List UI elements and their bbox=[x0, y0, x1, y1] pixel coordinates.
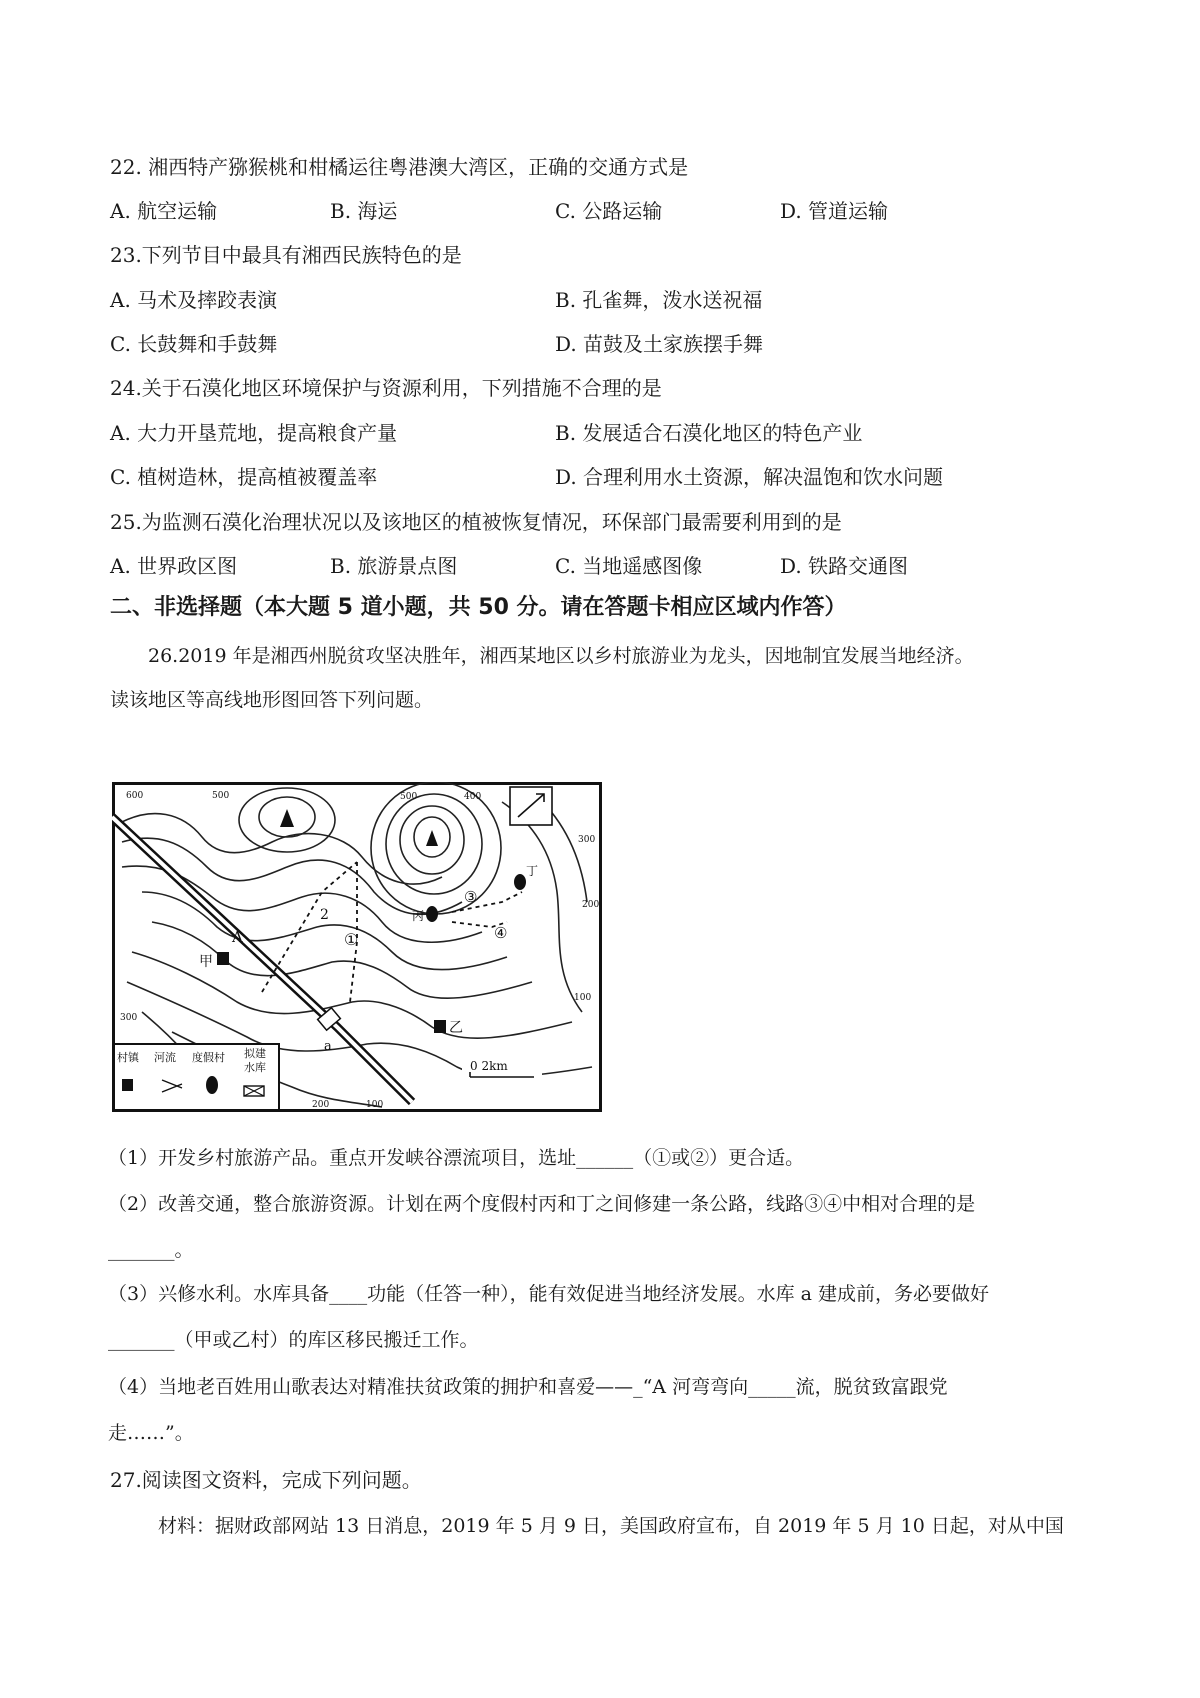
contour-label: 600 bbox=[126, 791, 144, 801]
route-marker-3: ③ bbox=[464, 888, 478, 906]
river-label-a: A bbox=[232, 928, 243, 946]
q25-stem: 25.为监测石漠化治理状况以及该地区的植被恢复情况，环保部门最需要利用到的是 bbox=[110, 510, 842, 534]
legend-river-label: 河流 bbox=[154, 1051, 176, 1064]
q22-stem: 22. 湘西特产猕猴桃和柑橘运往粤港澳大湾区，正确的交通方式是 bbox=[110, 155, 689, 179]
q26-intro-cont: 读该地区等高线地形图回答下列问题。 bbox=[110, 689, 434, 711]
q22-option-d: D. 管道运输 bbox=[780, 199, 889, 223]
q22-option-c: C. 公路运输 bbox=[555, 199, 663, 223]
q27-stem: 27.阅读图文资料，完成下列问题。 bbox=[110, 1468, 422, 1492]
legend-resort-label: 度假村 bbox=[192, 1051, 225, 1064]
q24-option-c: C. 植树造林，提高植被覆盖率 bbox=[110, 465, 378, 489]
contour-label: 300 bbox=[578, 835, 596, 845]
contour-label: 200 bbox=[582, 900, 600, 910]
q26-sub1: （1）开发乡村旅游产品。重点开发峡谷漂流项目，选址______（①或②）更合适。 bbox=[108, 1147, 805, 1169]
q25-option-a: A. 世界政区图 bbox=[110, 554, 238, 578]
q25-option-b: B. 旅游景点图 bbox=[330, 554, 458, 578]
q26-sub4-cont: 走……”。 bbox=[108, 1422, 194, 1444]
q27-material: 材料：据财政部网站 13 日消息，2019 年 5 月 9 日，美国政府宣布，自 2019 年 5 月 10 日起，对从中国 bbox=[158, 1515, 1064, 1537]
q24-option-a: A. 大力开垦荒地，提高粮食产量 bbox=[110, 421, 398, 445]
q26-sub3-cont: _______（甲或乙村）的库区移民搬迁工作。 bbox=[108, 1329, 479, 1351]
contour-label: 500 bbox=[212, 791, 230, 801]
contour-label: 300 bbox=[120, 1013, 138, 1023]
section-heading: 二、非选择题（本大题 5 道小题，共 50 分。请在答题卡相应区域内作答） bbox=[110, 595, 847, 620]
q25-option-d: D. 铁路交通图 bbox=[780, 554, 909, 578]
q26-intro: 26.2019 年是湘西州脱贫攻坚决胜年，湘西某地区以乡村旅游业为龙头，因地制宜发展当地经济。 bbox=[148, 645, 974, 667]
contour-map-figure bbox=[112, 782, 602, 1112]
contour-label: 100 bbox=[574, 993, 592, 1003]
q23-option-b: B. 孔雀舞，泼水送祝福 bbox=[555, 288, 763, 312]
q22-option-b: B. 海运 bbox=[330, 199, 398, 223]
q24-stem: 24.关于石漠化地区环境保护与资源利用，下列措施不合理的是 bbox=[110, 376, 662, 400]
scale-label: 0 2km bbox=[470, 1059, 508, 1073]
q22-option-a: A. 航空运输 bbox=[110, 199, 218, 223]
site-marker-2: 2 bbox=[320, 907, 329, 923]
q26-sub4: （4）当地老百姓用山歌表达对精准扶贫政策的拥护和喜爱——_“A 河弯弯向_____流，脱贫致富跟党 bbox=[108, 1376, 948, 1398]
resort-ding-label: 丁 bbox=[526, 864, 539, 878]
q26-sub2-blank: _______。 bbox=[108, 1239, 194, 1261]
q24-option-b: B. 发展适合石漠化地区的特色产业 bbox=[555, 421, 863, 445]
resort-bing-label: 丙 bbox=[412, 909, 425, 923]
village-yi-label: 乙 bbox=[449, 1020, 463, 1036]
q26-sub3: （3）兴修水利。水库具备____功能（任答一种），能有效促进当地经济发展。水库 a 建成前，务必要做好 bbox=[108, 1283, 989, 1305]
route-marker-4: ④ bbox=[494, 924, 508, 942]
contour-label: 500 bbox=[400, 792, 418, 802]
contour-label: 200 bbox=[312, 1100, 330, 1110]
village-jia-label: 甲 bbox=[199, 954, 213, 970]
legend-reservoir-label-2: 水库 bbox=[244, 1061, 266, 1074]
q26-sub2: （2）改善交通，整合旅游资源。计划在两个度假村丙和丁之间修建一条公路，线路③④中相对合理的是 bbox=[108, 1193, 976, 1215]
q23-option-a: A. 马术及摔跤表演 bbox=[110, 288, 278, 312]
q25-option-c: C. 当地遥感图像 bbox=[555, 554, 703, 578]
contour-label: 400 bbox=[464, 792, 482, 802]
legend-reservoir-label: 拟建 bbox=[244, 1047, 266, 1060]
contour-label: 100 bbox=[366, 1100, 384, 1110]
q23-option-d: D. 苗鼓及土家族摆手舞 bbox=[555, 332, 764, 356]
q23-stem: 23.下列节目中最具有湘西民族特色的是 bbox=[110, 243, 462, 267]
q23-option-c: C. 长鼓舞和手鼓舞 bbox=[110, 332, 278, 356]
site-marker-1: ① bbox=[344, 930, 359, 949]
legend-village-label: 村镇 bbox=[117, 1051, 139, 1064]
reservoir-a-label: a bbox=[324, 1039, 332, 1054]
q24-option-d: D. 合理利用水土资源，解决温饱和饮水问题 bbox=[555, 465, 944, 489]
